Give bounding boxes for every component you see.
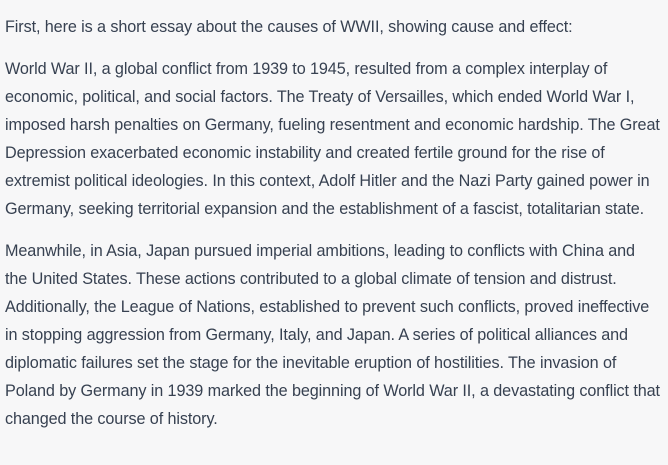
paragraph-line: the United States. These actions contributed to a global climate of tension and distrust. <box>5 270 617 288</box>
paragraph-line: in stopping aggression from Germany, Italy, and Japan. A series of political alliances and <box>5 326 628 344</box>
paragraph-line: Poland by Germany in 1939 marked the beginning of World War II, a devastating conflict that <box>5 382 660 400</box>
paragraph-line: Meanwhile, in Asia, Japan pursued imperial ambitions, leading to conflicts with China and <box>5 242 635 260</box>
paragraph-line: World War II, a global conflict from 1939 to 1945, resulted from a complex interplay of <box>5 60 608 78</box>
intro-text: First, here is a short essay about the causes of WWII, showing cause and effect: <box>5 18 573 36</box>
paragraph-line: Depression exacerbated economic instability and created fertile ground for the rise of <box>5 144 605 162</box>
essay-paragraph-1 <box>5 55 668 223</box>
intro-paragraph <box>5 13 668 41</box>
paragraph-line: imposed harsh penalties on Germany, fueling resentment and economic hardship. The Great <box>5 116 660 134</box>
paragraph-line: extremist political ideologies. In this context, Adolf Hitler and the Nazi Party gained power in <box>5 172 650 190</box>
essay-paragraph-2 <box>5 237 668 433</box>
paragraph-line: diplomatic failures set the stage for the inevitable eruption of hostilities. The invasion of <box>5 354 617 372</box>
paragraph-line: Additionally, the League of Nations, established to prevent such conflicts, proved ineffective <box>5 298 650 316</box>
paragraph-line: Germany, seeking territorial expansion and the establishment of a fascist, totalitarian state. <box>5 200 645 218</box>
paragraph-line: economic, political, and social factors. The Treaty of Versailles, which ended World War I, <box>5 88 635 106</box>
paragraph-line: changed the course of history. <box>5 410 218 428</box>
